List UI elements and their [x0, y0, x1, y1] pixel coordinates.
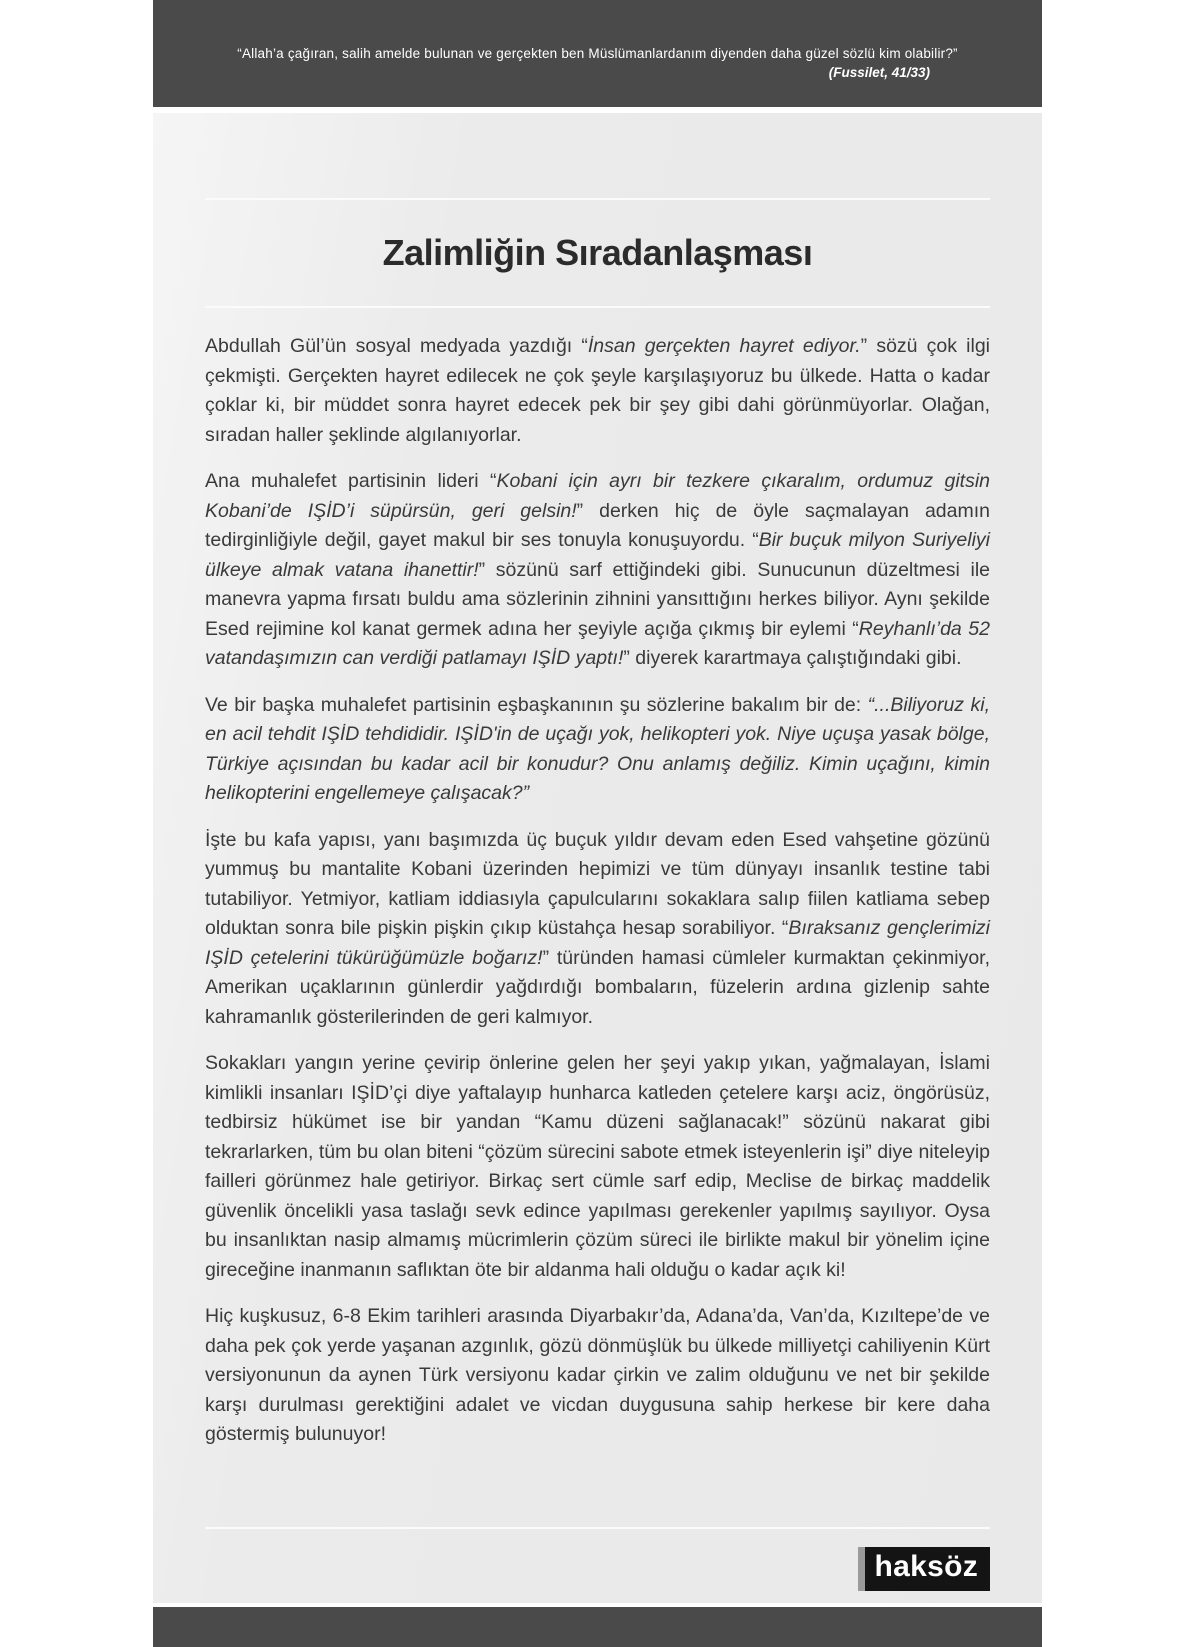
- paragraph-text-segment: ” derken hiç de öyle saçmalayan adamın tedirginliğiyle değil, gayet makul bir ses tonuyla konuşuyordu. “: [205, 499, 990, 551]
- title-divider-top: [205, 198, 990, 200]
- haksoz-logo: [858, 1547, 990, 1591]
- title-divider-bottom: [205, 306, 990, 308]
- page-sheet: [153, 0, 1042, 1647]
- header-quote: “Allah’a çağıran, salih amelde bulunan ve gerçekten ben Müslümanlardanım diyenden daha güzel sözlü kim olabilir?”: [237, 46, 958, 61]
- footer-divider: [205, 1527, 990, 1529]
- article-paragraph: [205, 467, 990, 674]
- haksoz-logo-text: haksöz: [874, 1550, 978, 1583]
- article-paragraph: [205, 1302, 990, 1450]
- footer-band: [153, 1607, 1042, 1647]
- header-band: [153, 0, 1042, 107]
- article-body: [205, 332, 990, 1467]
- paragraph-text-segment: Ana muhalefet partisinin lideri “: [205, 470, 497, 492]
- paragraph-text-segment: Sokakları yangın yerine çevirip önlerine gelen her şeyi yakıp yıkan, yağmalayan, İslami kimlikli insanları IŞİD’çi diye yaftalayıp hunharca katleden çetelere karşı aciz, öngörüsüz, tedbirsiz hükümet ise bir yandan “Kamu düzeni sağlanacak!” sözünü nakarat gibi tekrarlarken, tüm bu olan biteni “çözüm sürecini sabote etmek isteyenlerin işi” diye niteleyip failleri görünmez hale getiriyor. Birkaç sert cümle sarf edip, Meclise de birkaç maddelik güvenlik öncelikli yasa taslağı sevk edince yapılması gerekenler yapılmış sayılıyor. Oysa bu insanlıktan nasip almamış mücrimlerin çözüm süreci ile birlikte makul bir yönelim içine gireceğine inanmanın saflıktan öte bir aldanma hali olduğu o kadar açık ki!: [205, 1052, 990, 1281]
- paragraph-quote-segment: Bıraksanız gençlerimizi IŞİD çetelerini tükürüğümüzle boğarız!: [205, 917, 991, 969]
- article-paragraph: [205, 826, 990, 1033]
- paragraph-text-segment: ” sözünü sarf ettiğindeki gibi. Sunucunun düzeltmesi ile manevra yapma fırsatı buldu ama sözlerinin zihnini yansıttığını herkes biliyor. Aynı şekilde Esed rejimine kol kanat germek adına her şeyiyle açığa çıkmış bir eylemi “: [205, 558, 990, 640]
- footer-logo-row: [205, 1547, 990, 1591]
- paragraph-text-segment: Abdullah Gül’ün sosyal medyada yazdığı “: [205, 335, 588, 357]
- article-paragraph: [205, 691, 990, 809]
- article-paragraph: [205, 332, 990, 450]
- paragraph-text-segment: ” diyerek karartmaya çalıştığındaki gibi.: [623, 647, 962, 669]
- paragraph-quote-segment: Reyhanlı’da 52 vatandaşımızın can verdiği patlamayı IŞİD yaptı!: [205, 617, 990, 669]
- article-paragraph: [205, 1049, 990, 1285]
- paragraph-text-segment: ” sözü çok ilgi çekmişti. Gerçekten hayret edilecek ne çok şeyle karşılaşıyoruz bu ülkede. Hatta o kadar çoklar ki, bir müddet sonra hayret edecek pek bir şey gibi dahi görünmüyorlar. Olağan, sıradan haller şeklinde algılanıyorlar.: [205, 335, 990, 446]
- paragraph-text-segment: Hiç kuşkusuz, 6-8 Ekim tarihleri arasında Diyarbakır’da, Adana’da, Van’da, Kızıltepe’de ve daha pek çok yerde yaşanan azgınlık, gözü dönmüşlük bu ülkede milliyetçi cahiliyenin Kürt versiyonunun da aynen Türk versiyonu kadar çirkin ve zalim olduğunu ve net bir şekilde karşı durulması gerektiğini adalet ve vicdan duygusuna sahip herkese bir kere daha göstermiş bulunuyor!: [205, 1305, 990, 1445]
- header-attribution: (Fussilet, 41/33): [828, 65, 930, 80]
- paragraph-quote-segment: İnsan gerçekten hayret ediyor.: [587, 335, 861, 357]
- paragraph-text-segment: ” türünden hamasi cümleler kurmaktan çekinmiyor, Amerikan uçaklarının günlerdir yağdırdığı bombaların, füzelerin ardına gizlenip sahte kahramanlık gösterilerinden de geri kalmıyor.: [205, 946, 990, 1028]
- paragraph-quote-segment: Kobani için ayrı bir tezkere çıkaralım, ordumuz gitsin Kobani’de IŞİD’i süpürsün, geri gelsin!: [205, 470, 990, 522]
- paragraph-text-segment: İşte bu kafa yapısı, yanı başımızda üç buçuk yıldır devam eden Esed vahşetine gözünü yummuş bu mantalite Kobani üzerinden hepimizi ve tüm dünyayı insanlık testine tabi tutabiliyor. Yetmiyor, katliam iddiasıyla çapulcularını sokaklara salıp fiilen katliama sebep olduktan sonra bile pişkin pişkin çıkıp küstahça hesap sorabiliyor. “: [205, 828, 990, 939]
- paragraph-text-segment: Ve bir başka muhalefet partisinin eşbaşkanının şu sözlerine bakalım bir de:: [205, 693, 868, 716]
- article-page: [153, 113, 1042, 1603]
- article-title: Zalimliğin Sıradanlaşması: [382, 232, 813, 273]
- paragraph-quote-segment: Bir buçuk milyon Suriyeliyi ülkeye almak vatana ihanettir!: [205, 529, 990, 581]
- paragraph-quote-segment: “...Biliyoruz ki, en acil tehdit IŞİD tehdididir. IŞİD'in de uçağı yok, helikopteri yok. Niye uçuşa yasak bölge, Türkiye açısından bu kadar acil bir konudur? Onu anlamış değiliz. Kimin uçağını, kimin helikopterini engellemeye çalışacak?”: [205, 693, 990, 804]
